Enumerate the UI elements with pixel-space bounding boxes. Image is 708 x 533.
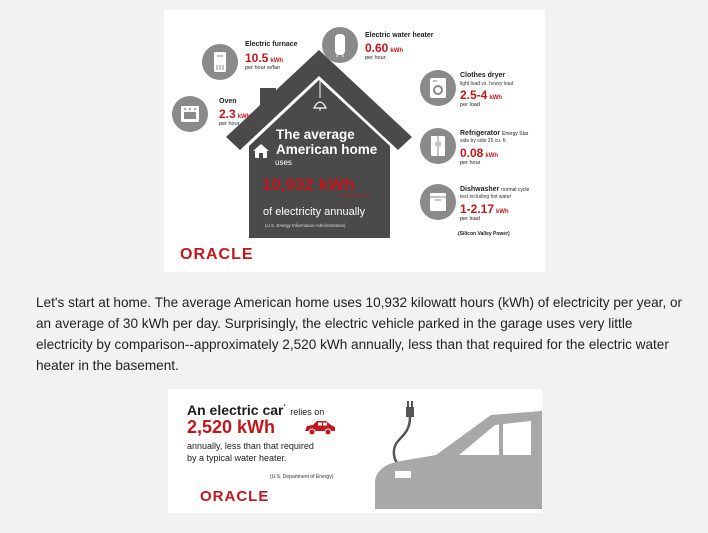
furnace-value: 10.5 kWh xyxy=(245,51,284,65)
fridge-sub: side by side 25 cu. ft. xyxy=(460,138,507,144)
water-heater-value: 0.60 kWh xyxy=(365,41,404,55)
home-icon xyxy=(252,143,270,159)
car-kwh: 2,520 kWh xyxy=(187,417,276,437)
dryer-per: per load xyxy=(460,102,480,108)
car-icon xyxy=(302,419,338,437)
car-description: annually, less than that required by a typical water heater. xyxy=(187,441,314,464)
fridge-value: 0.08 kWh xyxy=(460,146,499,160)
dryer-icon xyxy=(420,70,456,106)
dishwasher-label: Dishwasher normal cycle xyxy=(460,186,530,193)
car-silhouette xyxy=(371,409,542,509)
dryer-label: Clothes dryer xyxy=(460,72,506,79)
electric-car-infographic xyxy=(168,389,542,513)
house-source: (U.S. Energy Information Administration) xyxy=(265,223,346,228)
fridge-label: Refrigerator Energy Star xyxy=(460,130,529,137)
house-title: The average American home xyxy=(276,127,378,158)
furnace-per: per hour w/fan xyxy=(245,65,281,71)
svp-source: (Silicon Valley Power) xyxy=(458,231,510,237)
oracle-logo-bottom: ORACLE xyxy=(200,488,270,505)
intro-paragraph: Let's start at home. The average American home uses 10,932 kilowatt hours (kWh) of electricity per year, or an average of 30 kWh per day. Surprisingly, the electric vehicle parked in the garage uses very little electricity by comparison--approximately 2,520 kWh annually, less than that required for the electric water heater in the basement. xyxy=(36,295,683,373)
car-headline: An electric car* relies on xyxy=(187,402,325,418)
dryer-sub: light load vs. heavy load xyxy=(460,81,514,87)
oven-icon xyxy=(172,96,208,132)
oracle-logo: ORACLE xyxy=(180,246,254,263)
oven-value: 2.3 kWh xyxy=(219,107,251,121)
dishwasher-icon xyxy=(420,184,456,220)
furnace-icon xyxy=(202,44,238,80)
home-electricity-infographic xyxy=(164,10,545,272)
dryer-value: 2.5-4 kWh xyxy=(460,88,503,102)
oven-per: per hour xyxy=(219,121,240,127)
dishwasher-value: 1-2.17 kWh xyxy=(460,202,509,216)
house-annual: of electricity annually xyxy=(263,206,366,218)
water-heater-label: Electric water heater xyxy=(365,32,434,39)
car-source: (U.S. Department of Energy) xyxy=(270,474,334,480)
fridge-per: per hour xyxy=(460,160,481,166)
furnace-label: Electric furnace xyxy=(245,41,298,48)
fridge-icon xyxy=(420,128,456,164)
house-kwh-note: kilowatt hours xyxy=(342,193,370,198)
house-kwh: 10,932 kWh xyxy=(262,175,355,194)
water-heater-icon xyxy=(322,27,358,63)
dishwasher-per: per load xyxy=(460,216,480,222)
water-heater-per: per hour xyxy=(365,55,386,61)
oven-label: Oven xyxy=(219,98,237,105)
dishwasher-sub: test including hot water xyxy=(460,194,512,200)
light-bulb-icon xyxy=(310,96,330,112)
house-uses: uses xyxy=(275,158,292,167)
